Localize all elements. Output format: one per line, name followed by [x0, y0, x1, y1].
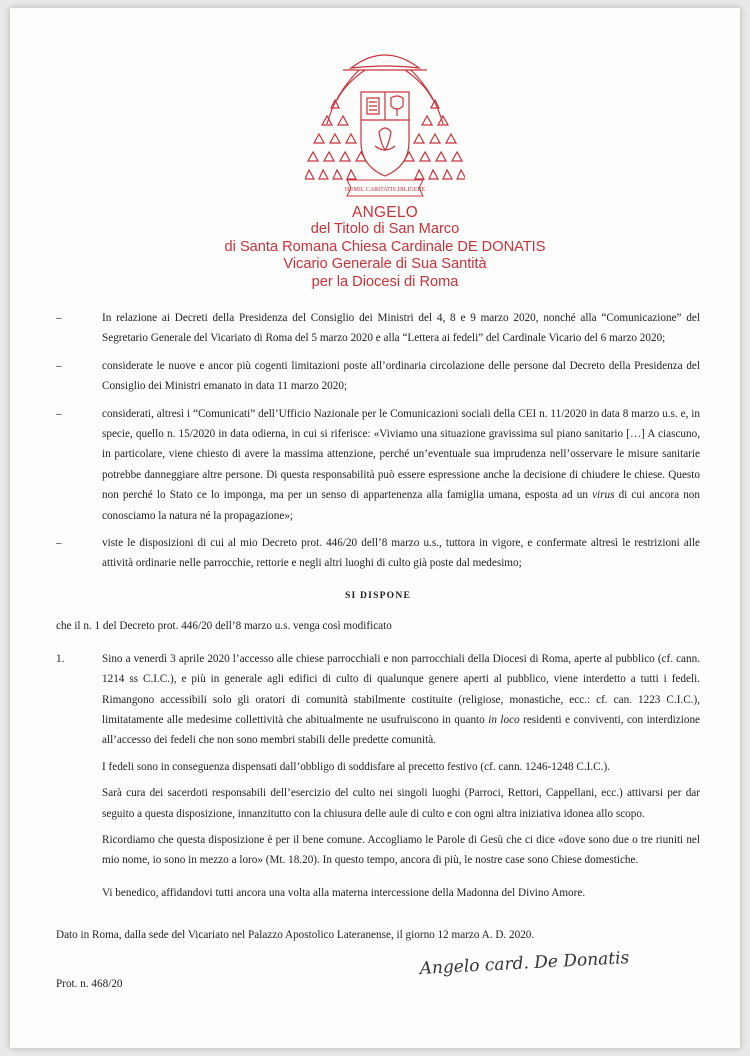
dash: –: [56, 359, 62, 372]
paragraph-dispensation: I fedeli sono in conseguenza dispensati dall’obbligo di soddisfare al precetto festivo (cf. cann. 1246-1248 C.I.C.).: [102, 760, 610, 773]
provision-text: residenti e conviventi, con interdizione all’accesso dei fedeli che non sono membri stabili delle predette comunità.: [102, 713, 701, 747]
consideration-text: di cui ancora non conosciamo la natura né la propagazione»;: [102, 489, 700, 522]
letterhead: [190, 204, 580, 291]
si-dispone-heading: SI DISPONE: [344, 589, 412, 601]
header-role: Vicario Generale di Sua Santità: [283, 256, 487, 273]
provision-text: Sino a venerdì 3 aprile 2020 l’accesso alle chiese parrocchiali e non parrocchiali della Diocesi di Roma, aperte al pubblico (cf. cann. 1214 ss C.I.C.), e più in generale agli edifici di culto di qualunque genere aperti al pubblico, viene interdetto a tutti i fedeli. Rimangono accessibili solo gli oratori di comunità stabilmente costituite (religiose, monastiche, ecc.: cf. can. 1223 C.I.C.), limitatamente alle medesime collettività che abitualmente ne usufruiscono in quanto: [102, 652, 700, 726]
provision-number: 1.: [56, 652, 65, 665]
provision-1: [56, 649, 700, 751]
dash: –: [56, 407, 62, 420]
header-title: del Titolo di San Marco: [310, 221, 460, 238]
consideration-text: In relazione ai Decreti della Presidenza del Consiglio dei Ministri del 4, 8 e 9 marzo 2020, nonché alla “Comunicazione” del Segretario Generale del Vicariato di Roma del 5 marzo 2020 e alla “Lettera ai fedeli” del Cardinale Vicario del 6 marzo 2020;: [102, 312, 700, 345]
decree-body: [56, 308, 700, 946]
dash: –: [56, 312, 62, 324]
handwritten-signature: [410, 944, 690, 994]
crest-motto: HUMIL CARITATIS DILIGERE: [344, 187, 426, 193]
svg-text:Angelo card. De Donatis: Angelo card. De Donatis: [419, 948, 630, 979]
protocol-number: Prot. n. 468/20: [56, 978, 123, 990]
paragraph-priests: Sarà cura dei sacerdoti responsabili dell’esercizio del culto nei singoli luoghi (Parroci, Rettori, Cappellani, ecc.) attivarsi per dar seguito a questa disposizione, innanzitutto con la chiusura delle aule di culto e con ogni altra iniziativa idonea allo scopo.: [102, 787, 700, 820]
header-diocese: per la Diocesi di Roma: [311, 273, 459, 290]
consideration-text: considerate le nuove e ancor più cogenti limitazioni poste all’ordinaria circolazione delle persone dal Decreto della Presidenza del Consiglio dei Ministri emanato in data 11 marzo 2020;: [102, 359, 700, 393]
provision-italic: in loco: [488, 713, 520, 726]
consideration-4: [56, 533, 700, 574]
cardinal-coat-of-arms: [305, 34, 465, 204]
consideration-text: viste le disposizioni di cui al mio Decreto prot. 446/20 dell’8 marzo u.s., tuttora in vigore, e confermate altresì le restrizioni alle attività ordinarie nelle parrocchie, rettorie e negli altri luoghi di culto già poste dal medesimo;: [102, 537, 700, 570]
modification-intro: che il n. 1 del Decreto prot. 446/20 dell’8 marzo u.s. venga così modificato: [56, 620, 392, 633]
consideration-3: [56, 404, 700, 526]
date-place: Dato in Roma, dalla sede del Vicariato nel Palazzo Apostolico Lateranense, il giorno 12 marzo A. D. 2020.: [56, 929, 535, 942]
dash: –: [56, 537, 62, 550]
consideration-italic: virus: [592, 489, 615, 502]
consideration-1: [56, 308, 700, 349]
paragraph-common-good: Ricordiamo che questa disposizione è per il bene comune. Accogliamo le Parole di Gesù che ci dice «dove sono due o tre riuniti nel mio nome, io sono in mezzo a loro» (Mt. 18.20). In questo tempo, ancora di più, le nostre case sono Chiese domestiche.: [102, 833, 700, 867]
header-name: ANGELO: [352, 204, 418, 221]
consideration-2: [56, 356, 700, 397]
header-church: di Santa Romana Chiesa Cardinale DE DONATIS: [224, 238, 546, 255]
consideration-text: considerati, altresì i “Comunicati” dell’Ufficio Nazionale per le Comunicazioni sociali della CEI n. 11/2020 in data 8 marzo u.s. e, in specie, quello n. 15/2020 in data odierna, in cui si riferisce: «Viviamo una situazione gravissima sul piano sanitario […] A ciascuno, in particolare, viene chiesto di avere la massima attenzione, perché un’eventuale sua imprudenza nell’osservare le misure sanitarie potrebbe danneggiare altre persone. Di questa responsabilità può essere espressione anche la decisione di chiudere le chiese. Questo non perché lo Stato ce lo imponga, ma per un senso di appartenenza alla famiglia umana, esposta ad un: [102, 407, 700, 502]
benediction: Vi benedico, affidandovi tutti ancora una volta alla materna intercessione della Madonna del Divino Amore.: [102, 886, 586, 899]
document-page: [10, 8, 740, 1048]
